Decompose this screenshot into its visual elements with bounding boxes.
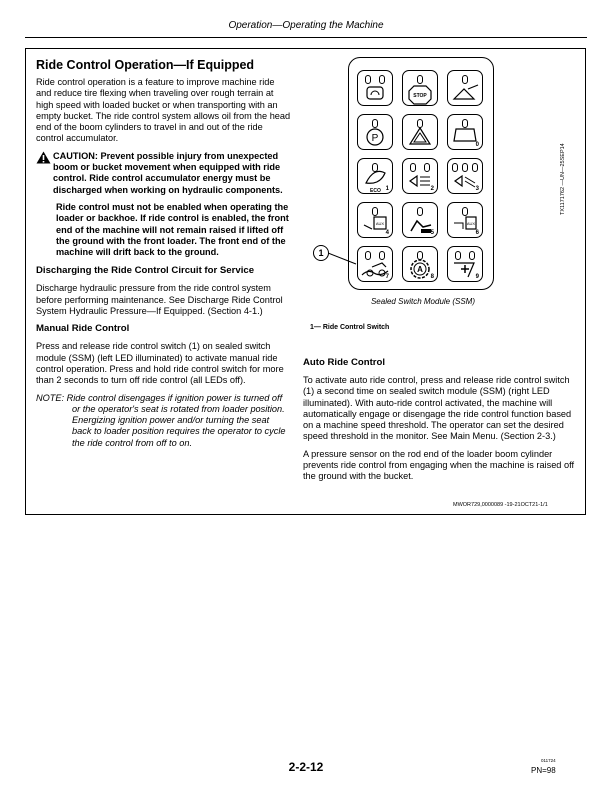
figure-caption: Sealed Switch Module (SSM) — [370, 297, 476, 306]
ssm-button-aux-1: AUX 4 — [357, 202, 393, 238]
ssm-button-auto: A 8 — [402, 246, 438, 282]
manual-paragraph: Press and release ride control switch (1) on sealed switch module (SSM) (left LED illuminated) to activate manual ride control operation. Press and hold ride control switch for more than 2 seconds to turn off ride control (all LEDs off). — [36, 341, 284, 386]
svg-text:AUX: AUX — [466, 221, 476, 226]
svg-text:STOP: STOP — [413, 93, 427, 99]
hazard-icon — [403, 115, 437, 149]
auto-heading: Auto Ride Control — [303, 357, 386, 368]
ssm-button-hazard — [402, 114, 438, 150]
ssm-button-boom — [447, 70, 483, 106]
ssm-button-engine — [357, 70, 393, 106]
engine-icon — [358, 71, 392, 105]
right-column — [303, 357, 575, 489]
svg-text:ECO: ECO — [370, 188, 381, 193]
ride-control-switch: 7 — [357, 246, 393, 282]
note-paragraph: NOTE: Ride control disengages if ignition power is turned off or the operator's seat is rotated from loader position. Energizing ignition power and/or turning the seat back to loader position requires the operator to cycle the ride control from off to on. — [36, 392, 286, 448]
discharge-heading: Discharging the Ride Control Circuit for Service — [36, 265, 255, 277]
boom-icon — [448, 71, 482, 105]
warning-triangle-icon — [36, 151, 51, 164]
callout-leader-line — [328, 252, 358, 266]
ssm-button-park — [357, 114, 393, 150]
svg-text:AUX: AUX — [375, 221, 385, 226]
discharge-paragraph: Discharge hydraulic pressure from the ride control system before performing maintenance. See Discharge Ride Control System Hydraulic Pressure—If Equipped. (Section 4-1.) — [36, 283, 283, 317]
intro-paragraph: Ride control operation is a feature to improve machine ride and reduce tire flexing when traveling over rough terrain at high speed with loaded bucket or when transporting with an empty bucket. The ride control system allows oil from the head end of the boom cylinders to travel in and out of the ride control accumulator. — [36, 77, 291, 144]
caution-block — [36, 151, 291, 196]
header-rule — [25, 37, 587, 38]
svg-text:P: P — [371, 133, 379, 144]
ssm-button-float: 9 — [447, 246, 483, 282]
pn-number: PN=98 — [531, 766, 556, 775]
svg-text:A: A — [417, 265, 423, 274]
auto-paragraph-2: A pressure sensor on the rod end of the loader boom cylinder prevents ride control from engaging when the machine is raised off the ground with the bucket. — [303, 448, 575, 482]
running-header: Operation—Operating the Machine — [228, 20, 384, 31]
page-number: 2-2-12 — [288, 760, 324, 774]
auto-paragraph-1: To activate auto ride control, press and release ride control switch (1) a second time on sealed switch module (SSM) (right LED illuminated). With auto-ride control activated, the machine will automatically engage or disengage the ride control function based on a machine speed threshold. The operator can set the desired speed threshold in the monitor. See Main Menu. (Section 2-3.) — [303, 375, 572, 442]
stop-icon — [403, 71, 437, 105]
caution-text: CAUTION: Prevent possible injury from unexpected boom or bucket movement when equipped with ride control. Ride control accumulator energy must be discharged when working on hydraulic components. — [53, 150, 283, 195]
document-reference: MWOR729,0000089 -19-21OCT21-1/1 — [453, 502, 548, 508]
footer-code: 011724 — [541, 758, 556, 763]
ssm-button-wiper: 0 — [447, 114, 483, 150]
ssm-button-aux-2: AUX 6 — [447, 202, 483, 238]
manual-heading: Manual Ride Control — [36, 323, 130, 335]
sealed-switch-module — [348, 57, 494, 290]
ssm-button-stop — [402, 70, 438, 106]
callout-1: 1 — [313, 245, 329, 261]
ssm-button-lights-2: 3 — [447, 158, 483, 194]
left-column — [36, 58, 291, 455]
caution-text-2: Ride control must not be enabled when operating the loader or backhoe. If ride control is enabled, the front end of the machine will not remain raised if lifted off the ground with the front loader. The front end of the machine will drift back to the ground. — [56, 201, 289, 258]
ssm-button-eco: ECO 1 — [357, 158, 393, 194]
figure-legend: 1— Ride Control Switch — [310, 324, 390, 331]
ssm-button-quick-coupler: 5 — [402, 202, 438, 238]
section-title: Ride Control Operation—If Equipped — [36, 58, 255, 72]
figure-id: TX1171762 —UN—25SEP14 — [560, 143, 566, 215]
park-brake-icon — [358, 115, 392, 149]
ssm-button-lights: 2 — [402, 158, 438, 194]
